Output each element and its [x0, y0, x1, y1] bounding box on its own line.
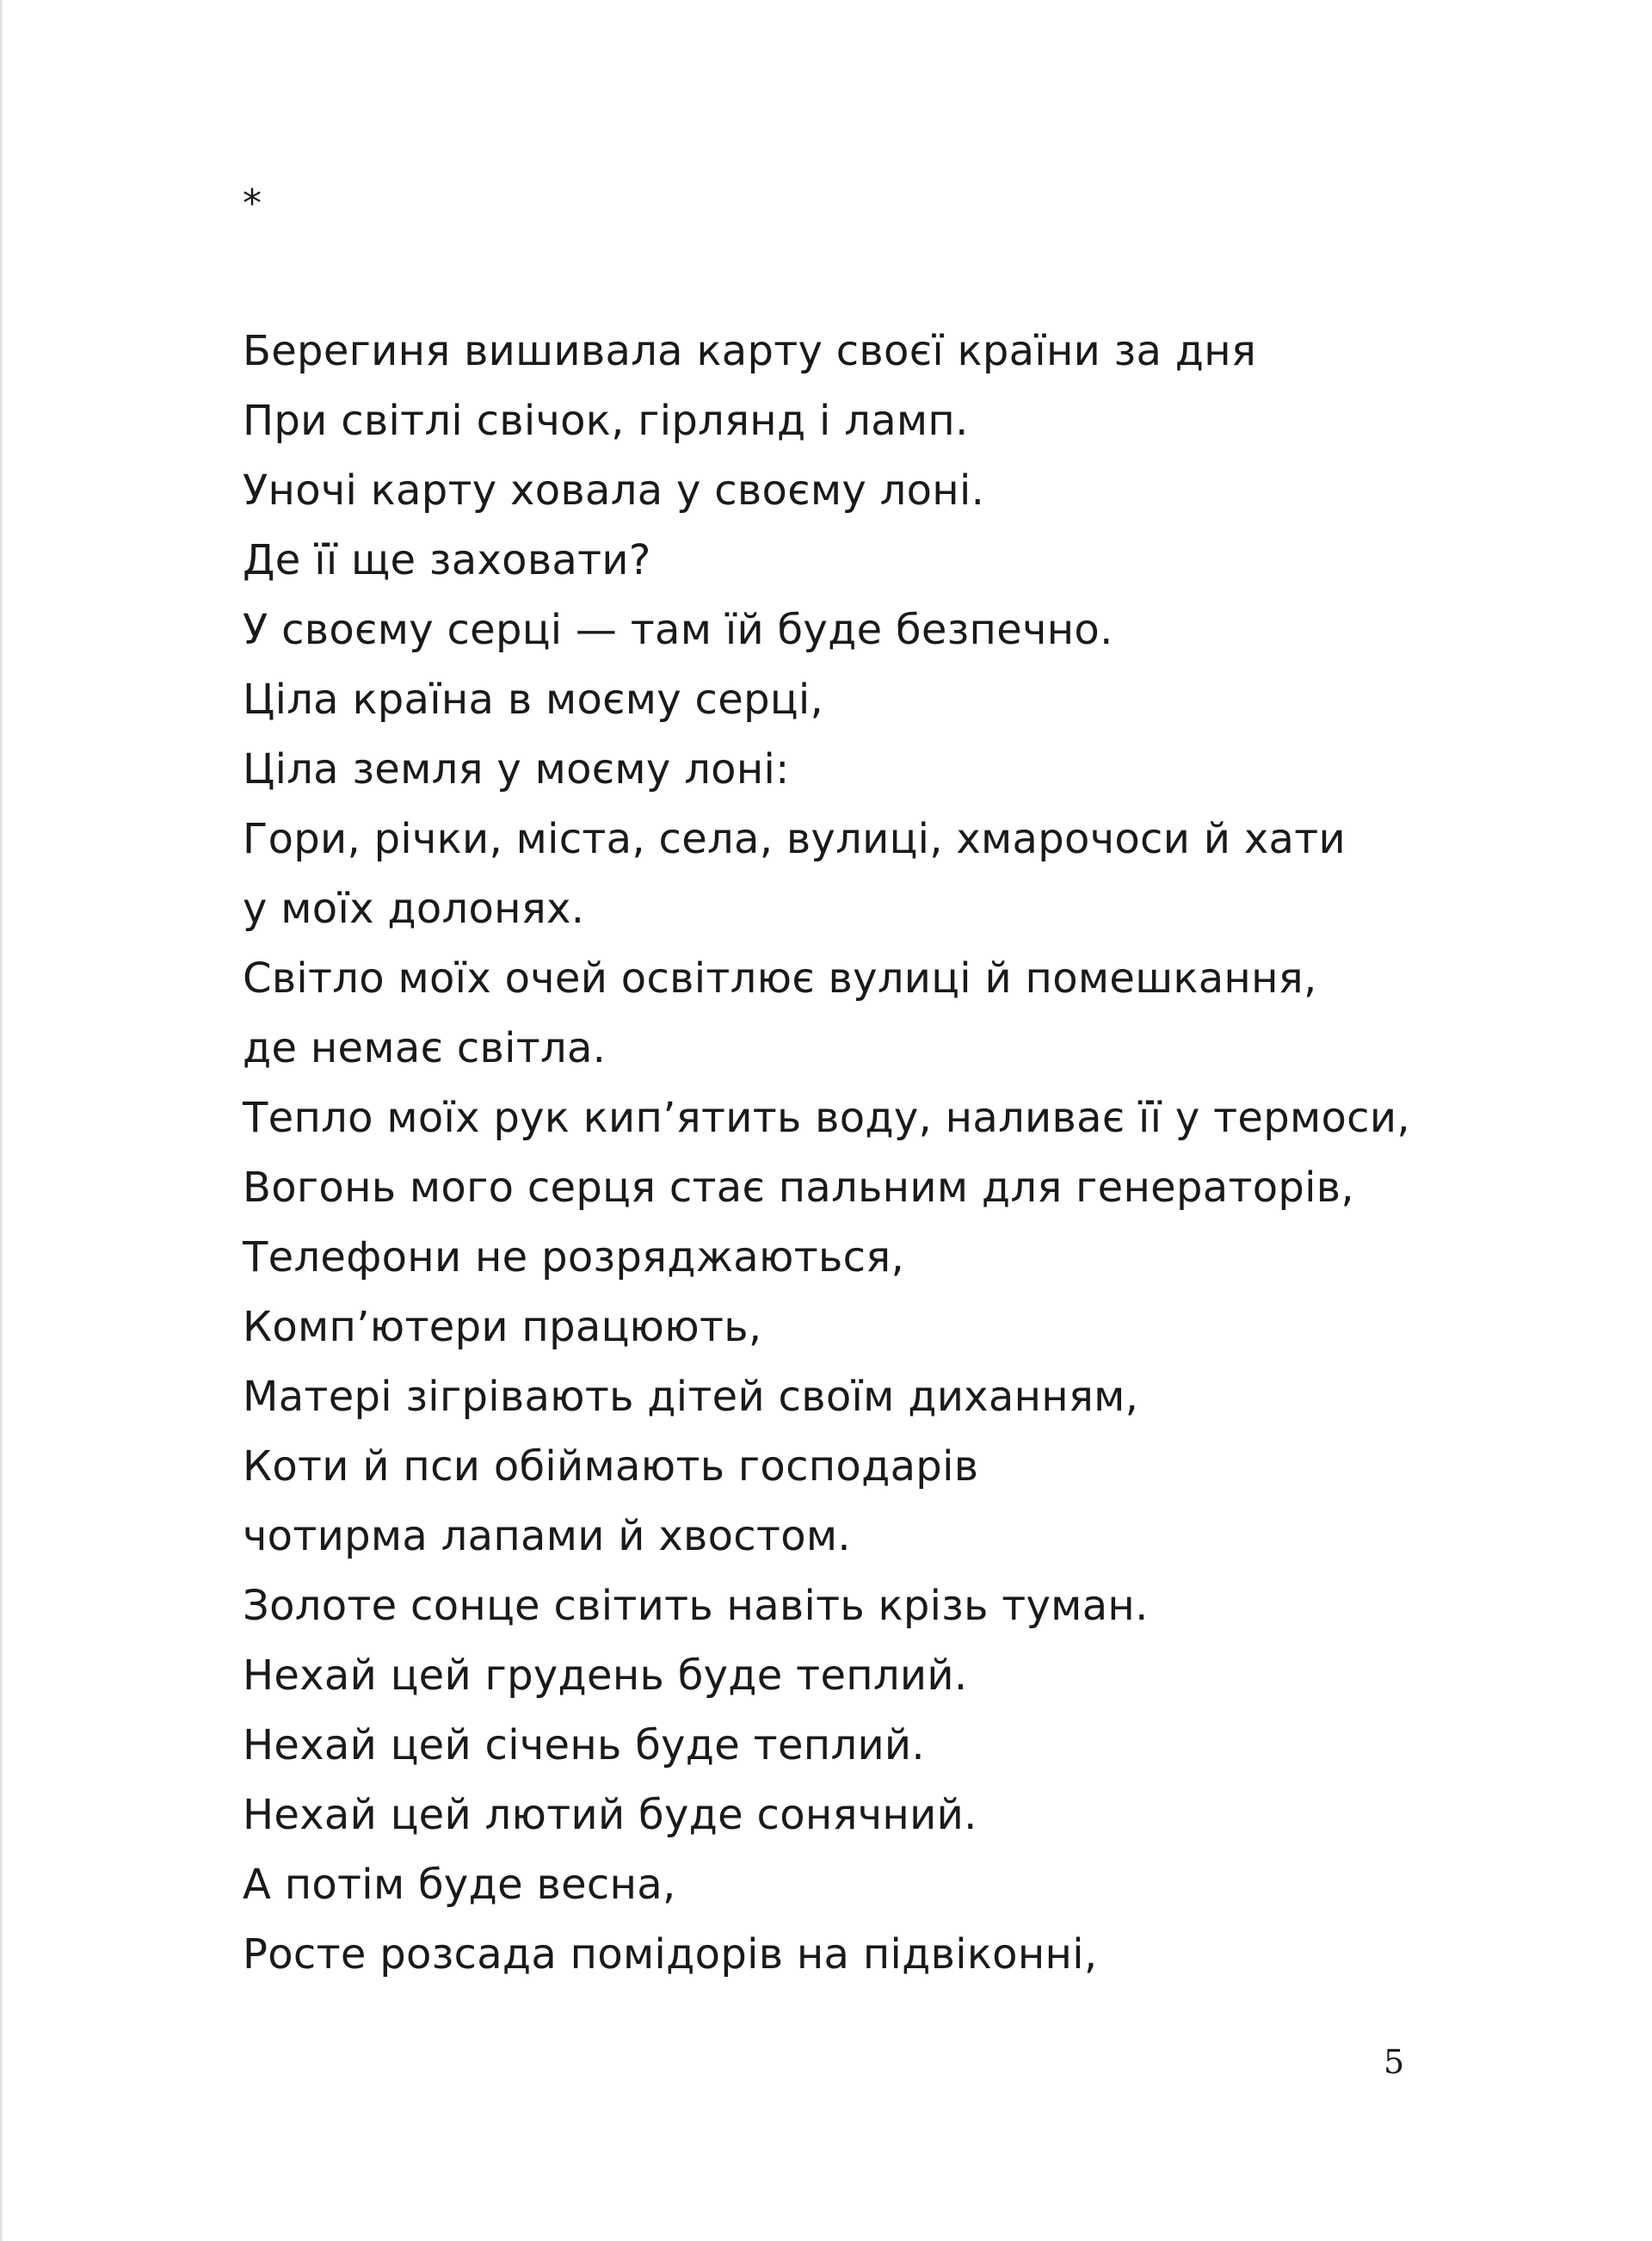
- poem-line: Де її ще заховати?: [243, 536, 651, 584]
- poem-line: У своєму серці — там їй буде безпечно.: [243, 606, 1113, 654]
- poem-line: Гори, річки, міста, села, вулиці, хмарочоси й хати: [243, 815, 1347, 863]
- poem-line: Коти й пси обіймають господарів: [243, 1442, 979, 1491]
- poem-line: Уночі карту ховала у своєму лоні.: [243, 466, 985, 515]
- poem-line: Берегиня вишивала карту своєї країни за дня: [243, 327, 1257, 375]
- poem-line: у моїх долонях.: [243, 885, 585, 933]
- poem-line: А потім буде весна,: [243, 1861, 676, 1909]
- poem-line: Золоте сонце світить навіть крізь туман.: [243, 1582, 1149, 1630]
- poem-line: Нехай цей січень буде теплий.: [243, 1721, 925, 1769]
- poem-line: Нехай цей лютий буде сонячний.: [243, 1791, 977, 1839]
- poem-line: чотирма лапами й хвостом.: [243, 1512, 851, 1560]
- poem-line: Ціла країна в моєму серці,: [243, 676, 824, 724]
- section-mark: *: [243, 182, 262, 225]
- poem-line: Вогонь мого серця стає пальним для генераторів,: [243, 1164, 1354, 1212]
- page-number: 5: [1384, 2043, 1405, 2081]
- poem-line: Комп’ютери працюють,: [243, 1303, 762, 1351]
- poem-line: Росте розсада помідорів на підвіконні,: [243, 1930, 1098, 1979]
- poem-line: де немає світла.: [243, 1024, 607, 1072]
- page-edge: [0, 0, 3, 2241]
- poem-line: Телефони не розряджаються,: [243, 1233, 905, 1281]
- poem-line: Матері зігрівають дітей своїм диханням,: [243, 1373, 1139, 1421]
- poem-line: Світло моїх очей освітлює вулиці й помешкання,: [243, 954, 1317, 1003]
- poem-line: Ціла земля у моєму лоні:: [243, 745, 790, 793]
- poem-line: Тепло моїх рук кип’ятить воду, наливає її у термоси,: [243, 1094, 1410, 1142]
- poem-line: При світлі свічок, гірлянд і ламп.: [243, 397, 969, 445]
- poem-text: [243, 317, 1533, 1990]
- poem-line: Нехай цей грудень буде теплий.: [243, 1651, 968, 1700]
